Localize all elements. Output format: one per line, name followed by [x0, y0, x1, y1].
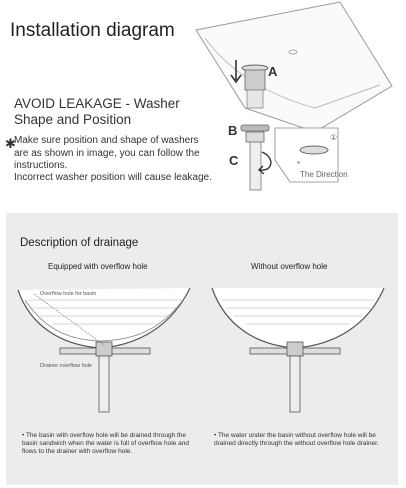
note-text: Make sure position and shape of washers are as shown in image, you can follow the instructions. — [14, 135, 200, 171]
label-b: B — [228, 123, 238, 138]
subtitle-with-overflow: Equipped with overflow hole — [48, 262, 148, 271]
bullet-with-overflow: • The basin with overflow hole will be drained through the basin sandwich when the water is full of overflow hole and flows to the drainer with overflow hole. — [22, 432, 189, 455]
asterisk-icon: * — [297, 160, 301, 169]
circle-number: ① — [330, 133, 338, 142]
label-a: A — [268, 64, 278, 79]
caption-overflow-hole: Overflow hole for basin — [40, 291, 97, 297]
drainage-title: Description of drainage — [20, 237, 139, 249]
bullet-without-overflow: • The water under the basin without overflow hole will be drained directly through the without overflow hole drainer. — [214, 432, 379, 447]
page-title: Installation diagram — [10, 20, 175, 41]
note-warning: Incorrect washer position will cause leakage. — [14, 172, 212, 183]
label-c: C — [229, 153, 239, 168]
subtitle-without-overflow: Without overflow hole — [251, 262, 328, 271]
caption-drainer-hole: Drainer overflow hole — [40, 363, 92, 369]
avoid-heading: AVOID LEAKAGE - Washer Shape and Position — [14, 96, 180, 127]
basin-with-overflow — [18, 288, 190, 412]
basin-without-overflow — [212, 288, 384, 412]
note-star-icon: ✱ — [5, 136, 16, 151]
direction-label: The Direction — [300, 170, 348, 179]
